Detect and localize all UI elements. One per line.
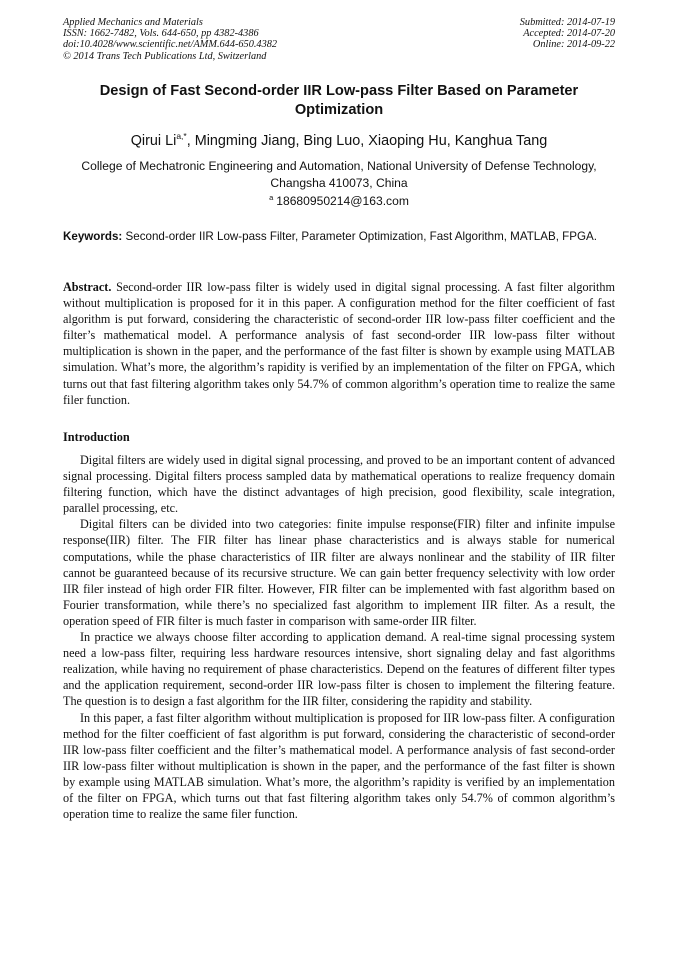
paper-title: Design of Fast Second-order IIR Low-pass Filter Based on Parameter Optimization bbox=[99, 83, 579, 118]
affiliation: College of Mechatronic Engineering and Automation, National University of Defense Technology, Changsha 410073, China bbox=[81, 159, 597, 190]
email-address[interactable]: 18680950214@163.com bbox=[276, 194, 409, 208]
abstract bbox=[63, 279, 615, 408]
intro-paragraph: In this paper, a fast filter algorithm without multiplication is proposed for IIR low-pass filter. A configuration method for the filter coefficient of fast algorithm is put forward, considering the characteristic of second-order IIR low-pass filter coefficient and the filter’s mathematical model. A performance analysis of fast second-order IIR low-pass filter without multiplication is shown in the paper, and the performance of the fast filter is shown by example using MATLAB simulation. What’s more, the algorithm’s rapidity is verified by an implementation of the filter on FPGA, which turns out that fast filtering algorithm takes only 54.7% of common algorithm’s operation time to realize the same filer function. bbox=[63, 710, 615, 822]
author-superscript: a,* bbox=[176, 131, 187, 141]
accepted-date: Accepted: 2014-07-20 bbox=[523, 28, 615, 40]
first-author: Qirui Li bbox=[130, 133, 177, 149]
contact-email bbox=[63, 193, 615, 209]
copyright-line: © 2014 Trans Tech Publications Ltd, Switzerland bbox=[63, 50, 267, 62]
doi-link[interactable]: doi:10.4028/www.scientific.net/AMM.644-650.4382 bbox=[63, 39, 278, 51]
publication-info bbox=[63, 17, 277, 62]
intro-paragraph: In practice we always choose filter according to application demand. A real-time signal processing system need a low-pass filter, requiring less hardware resources intensive, short signaling delay and fast algorithms realization, while having no requirement of phase characteristics. Depend on the features of different filter types and the application requirement, second-order IIR low-pass filter is chosen to implement the filtering feature. The question is to design a fast algorithm for the IIR filter, considering the rapidity and stability. bbox=[63, 630, 615, 709]
author-list bbox=[63, 132, 615, 150]
abstract-label: Abstract. bbox=[63, 280, 112, 294]
keywords-text: Second-order IIR Low-pass Filter, Parameter Optimization, Fast Algorithm, MATLAB, FPGA. bbox=[125, 230, 597, 243]
submitted-date: Submitted: 2014-07-19 bbox=[519, 17, 615, 28]
abstract-text: Second-order IIR low-pass filter is widely used in digital signal processing. A fast filter algorithm without multiplication is proposed for it in this paper. A configuration method for the filter coefficient of fast algorithm is put forward, considering the characteristic of second-order IIR low-pass filter coefficient and the filter’s mathematical model. A performance analysis of fast second-order IIR low-pass filter without multiplication is shown in the paper, and the performance of the fast filter is shown by example using MATLAB simulation. What’s more, the algorithm’s rapidity is verified by an implementation of the filter on FPGA, which turns out that fast filtering algorithm takes only 54.7% of common algorithm’s operation time to realize the same filer function. bbox=[63, 280, 616, 407]
section-heading-introduction: Introduction bbox=[63, 430, 130, 444]
submission-dates bbox=[520, 17, 615, 51]
journal-name: Applied Mechanics and Materials bbox=[63, 17, 203, 28]
introduction-body bbox=[63, 452, 615, 822]
other-authors: , Mingming Jiang, Bing Luo, Xiaoping Hu, Kanghua Tang bbox=[186, 133, 548, 149]
keywords-label: Keywords: bbox=[63, 230, 123, 243]
keywords bbox=[63, 229, 615, 245]
email-superscript: a bbox=[269, 193, 274, 202]
intro-paragraph: Digital filters are widely used in digital signal processing, and proved to be an important content of advanced signal processing. Digital filters process sampled data by mathematical operations to realize frequency domain filtering function, which have the distinct advantages of high precision, good flexibility, scale integration, parallel processing, etc. bbox=[63, 453, 615, 516]
online-date: Online: 2014-09-22 bbox=[532, 39, 615, 51]
intro-paragraph: Digital filters can be divided into two categories: finite impulse response(FIR) filter and infinite impulse response(IIR) filter. The FIR filter has linear phase characteristics and is always stable for numerical computations, while the phase characteristics of IIR filter are always nonlinear and the stability of IIR filter cannot be guaranteed because of its recursive structure. We can gain better frequency selectivity with low order IIR filer instead of high order FIR filter. However, FIR filter can be implemented with fast algorithm based on Fourier transformation, while there’s no specialized fast algorithm to implement IIR filter. As a result, the operation speed of FIR filter is much faster in comparison with same-order IIR filter. bbox=[63, 517, 615, 628]
issn-line: ISSN: 1662-7482, Vols. 644-650, pp 4382-4386 bbox=[63, 28, 259, 40]
